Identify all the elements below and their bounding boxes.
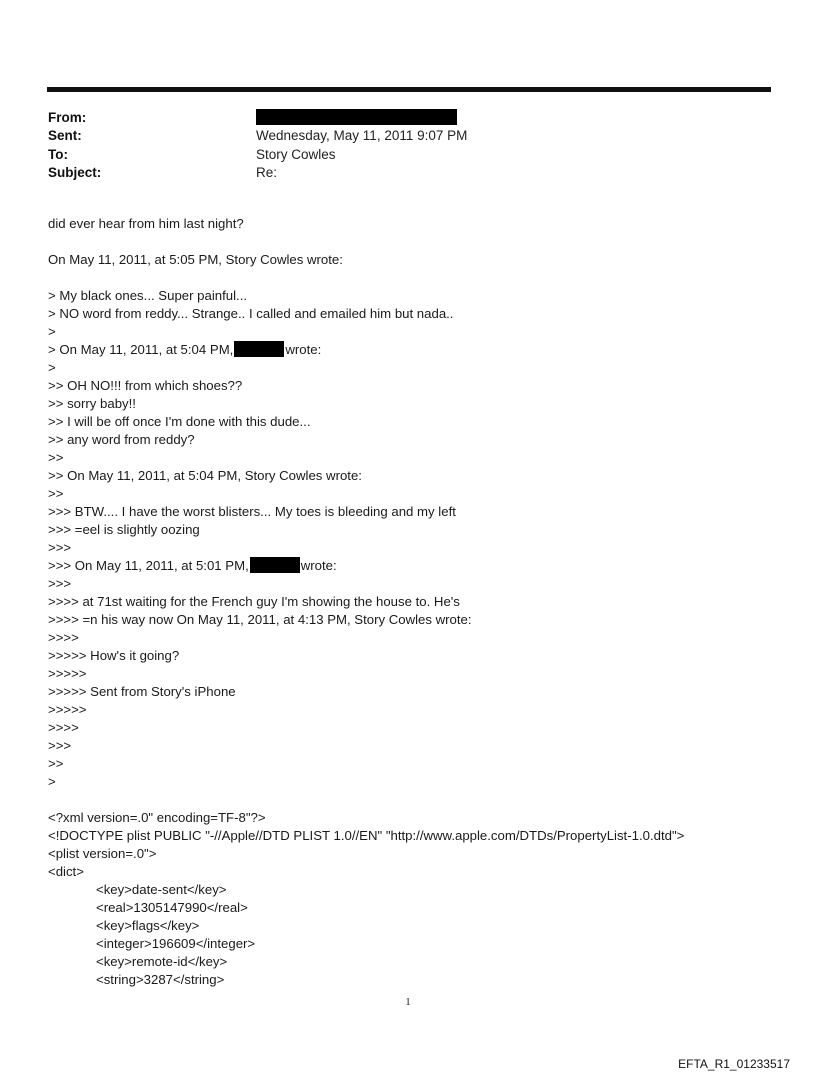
body-line-text: wrote:	[300, 558, 337, 573]
xml-line: <dict>	[48, 864, 84, 879]
body-line: >> On May 11, 2011, at 5:04 PM, Story Cowles wrote:	[48, 468, 362, 483]
body-line: >>>>> How's it going?	[48, 648, 180, 663]
body-line: >>>>>	[48, 666, 87, 681]
sender-redaction	[250, 557, 300, 573]
subject-row	[48, 164, 467, 183]
subject-label: Subject:	[48, 165, 102, 181]
body-line: >>>	[48, 576, 72, 591]
sent-value: Wednesday, May 11, 2011 9:07 PM	[256, 128, 468, 144]
body-line: >>>	[48, 540, 72, 555]
subject-value: Re:	[256, 165, 278, 181]
body-line-text: wrote:	[285, 342, 322, 357]
xml-line: <string>3287</string>	[96, 972, 225, 987]
body-line-with-redaction	[48, 341, 778, 359]
body-line: On May 11, 2011, at 5:05 PM, Story Cowles wrote:	[48, 252, 343, 267]
body-line: >>> =eel is slightly oozing	[48, 522, 200, 537]
to-label: To:	[48, 146, 68, 162]
body-line-with-redaction	[48, 557, 778, 575]
body-line: >>	[48, 450, 64, 465]
document-id: EFTA_R1_01233517	[678, 1057, 790, 1071]
from-label: From:	[48, 109, 87, 125]
body-line: >> I will be off once I'm done with this dude...	[48, 414, 311, 429]
to-value: Story Cowles	[256, 146, 336, 162]
body-line: >> OH NO!!! from which shoes??	[48, 378, 243, 393]
body-line: >>>>	[48, 720, 79, 735]
xml-line: <real>1305147990</real>	[96, 900, 248, 915]
xml-line: <key>flags</key>	[96, 918, 200, 933]
from-redaction	[256, 109, 457, 125]
body-line: >>>>>	[48, 702, 87, 717]
xml-line: <plist version=.0">	[48, 846, 157, 861]
page-number: 1	[405, 996, 411, 1008]
body-line: >	[48, 360, 56, 375]
body-line-text: >>> On May 11, 2011, at 5:01 PM,	[48, 558, 249, 573]
xml-line: <key>date-sent</key>	[96, 882, 227, 897]
xml-line: <!DOCTYPE plist PUBLIC "-//Apple//DTD PLIST 1.0//EN" "http://www.apple.com/DTDs/PropertyList-1.0.dtd">	[48, 828, 685, 843]
header-rule	[47, 87, 771, 92]
body-line: >>>> at 71st waiting for the French guy I'm showing the house to. He's	[48, 594, 460, 609]
body-line: > NO word from reddy... Strange.. I called and emailed him but nada..	[48, 306, 454, 321]
body-line: >> sorry baby!!	[48, 396, 136, 411]
to-row	[48, 145, 467, 164]
email-header	[48, 108, 467, 182]
email-body	[48, 215, 778, 989]
body-line: >>	[48, 486, 64, 501]
body-line: did ever hear from him last night?	[48, 216, 244, 231]
xml-line: <key>remote-id</key>	[96, 954, 228, 969]
body-line: >>>>	[48, 630, 79, 645]
xml-line: <?xml version=.0" encoding=TF-8"?>	[48, 810, 266, 825]
body-line-text: > On May 11, 2011, at 5:04 PM,	[48, 342, 234, 357]
body-line: >>>	[48, 738, 72, 753]
body-line: >> any word from reddy?	[48, 432, 195, 447]
body-line: >>> BTW.... I have the worst blisters... My toes is bleeding and my left	[48, 504, 456, 519]
xml-line: <integer>196609</integer>	[96, 936, 256, 951]
body-line: >>>>> Sent from Story's iPhone	[48, 684, 236, 699]
from-row	[48, 108, 467, 127]
body-line: >	[48, 774, 56, 789]
body-line: >>>> =n his way now On May 11, 2011, at 4:13 PM, Story Cowles wrote:	[48, 612, 472, 627]
sent-label: Sent:	[48, 128, 82, 144]
body-line: >	[48, 324, 56, 339]
body-line: > My black ones... Super painful...	[48, 288, 248, 303]
body-line: >>	[48, 756, 64, 771]
sender-redaction	[234, 341, 284, 357]
sent-row	[48, 127, 467, 146]
